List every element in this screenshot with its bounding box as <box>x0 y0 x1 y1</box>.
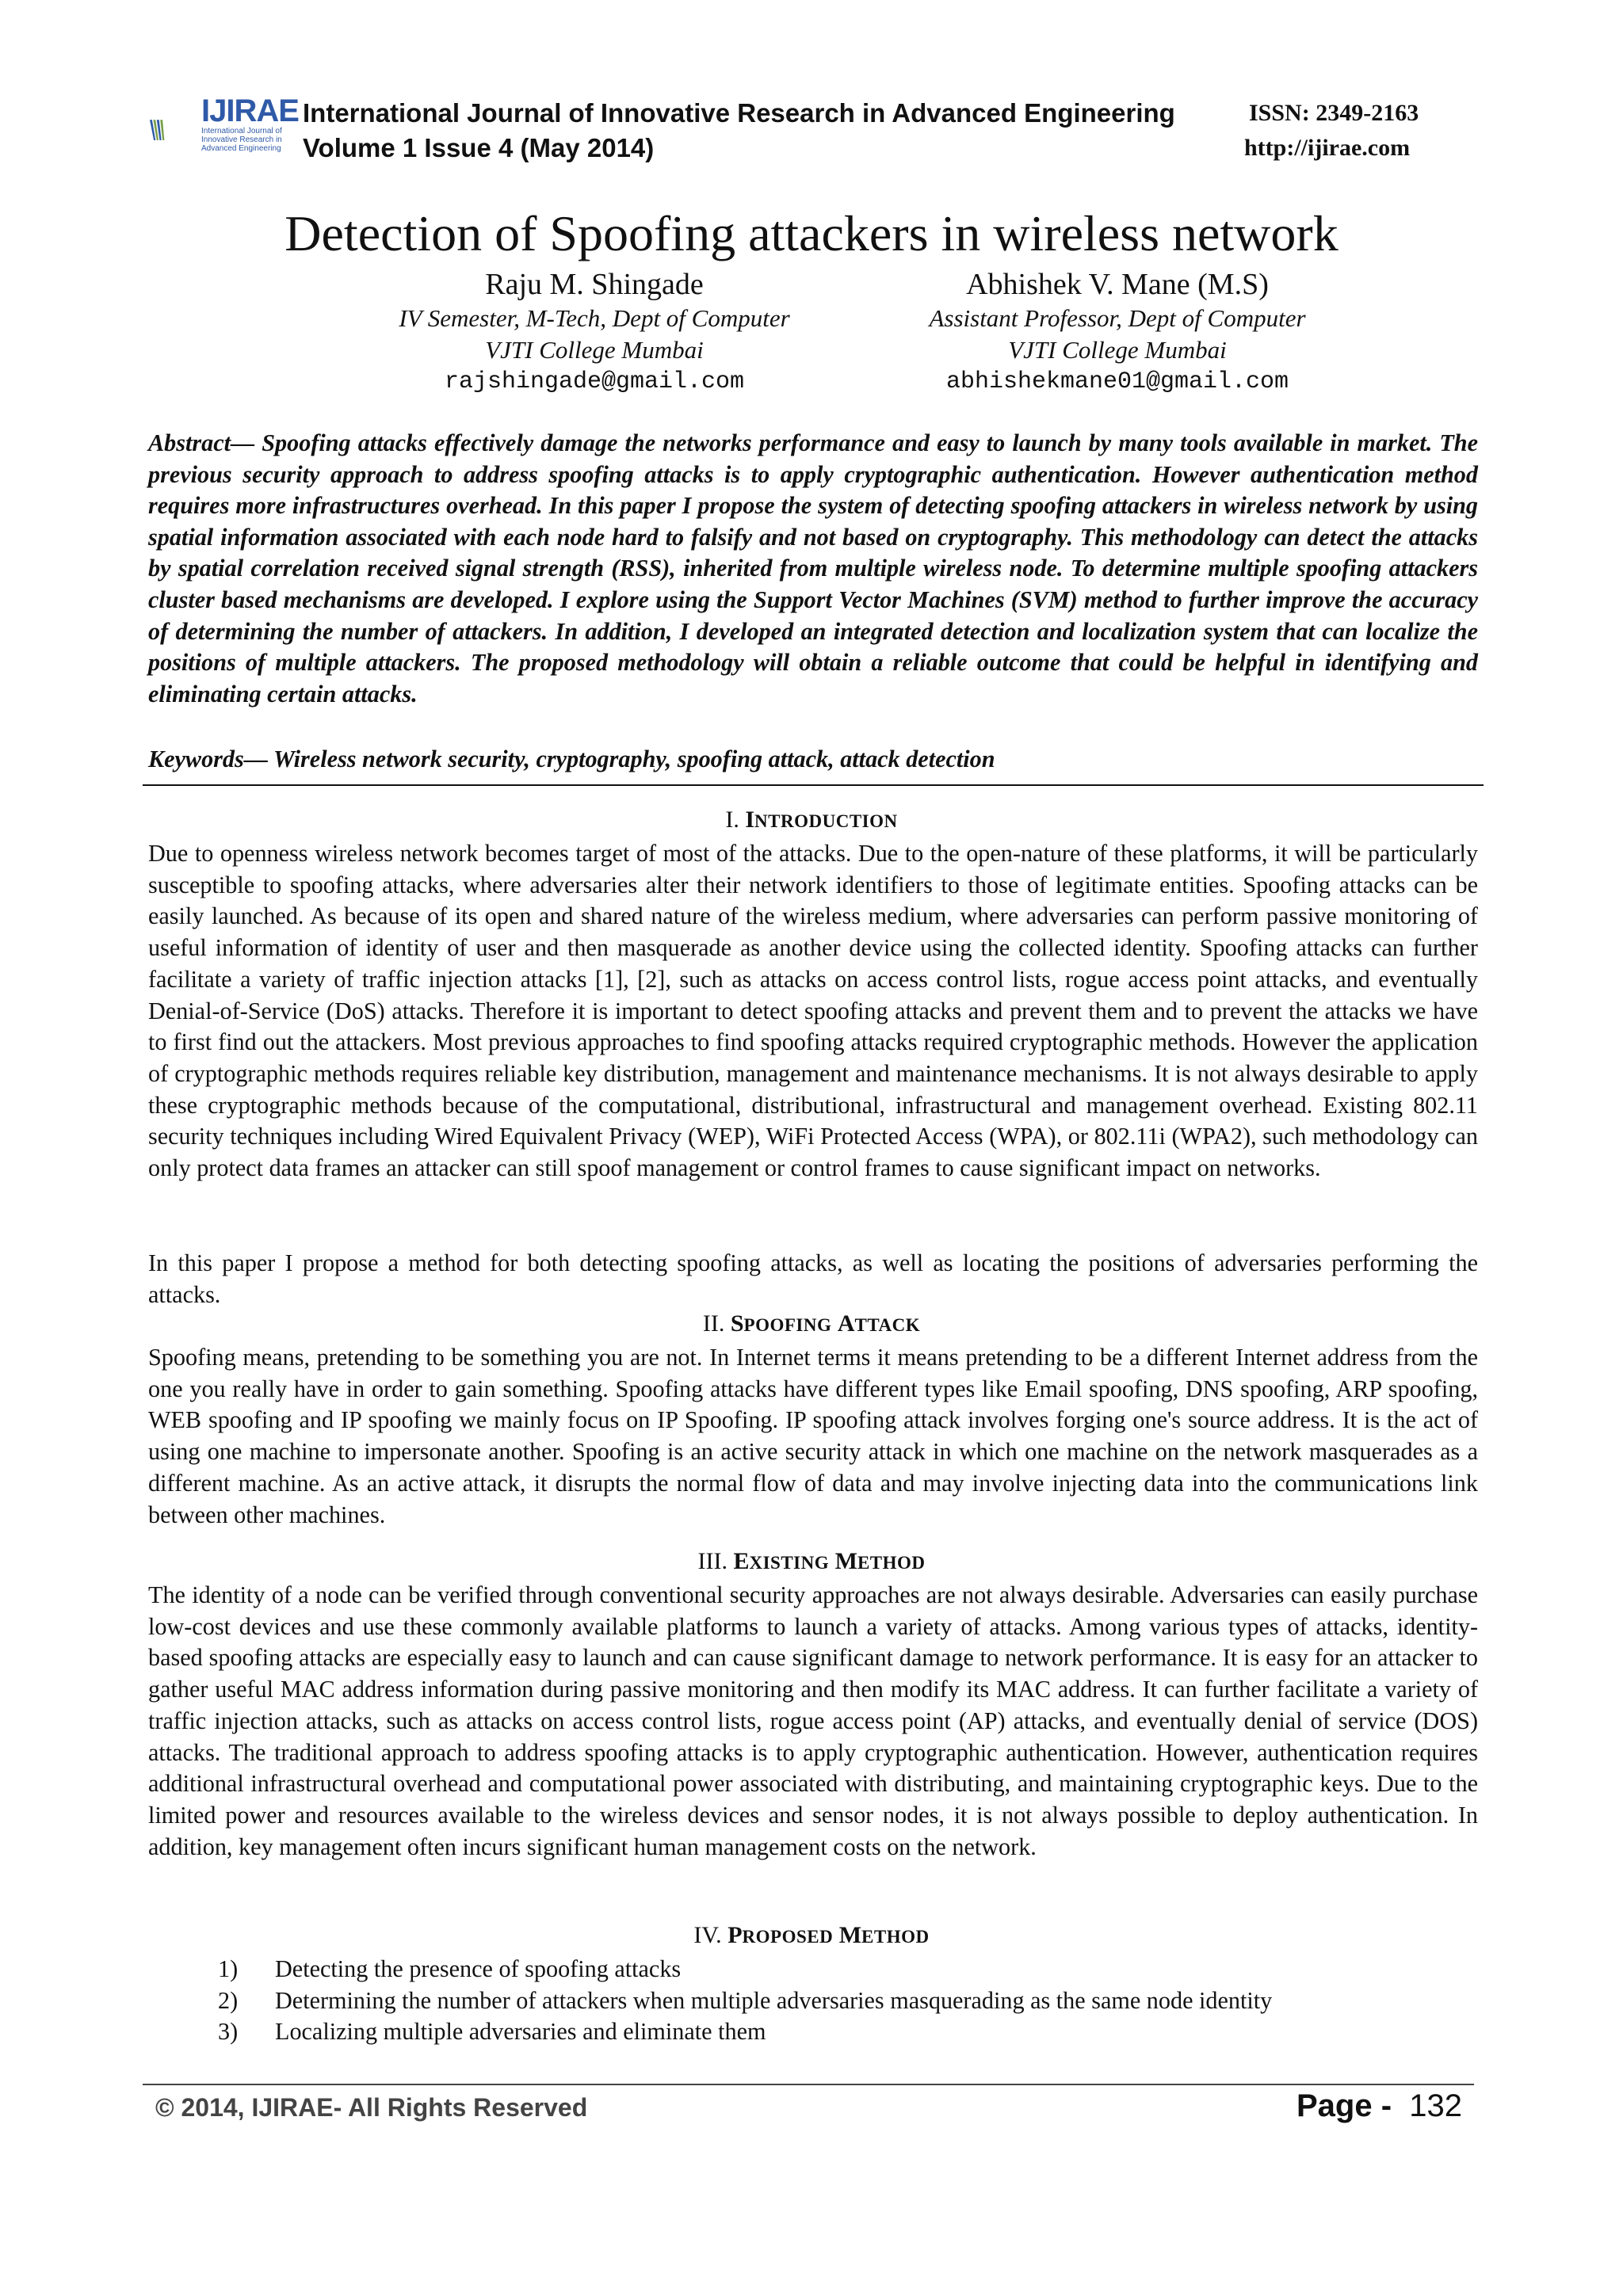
journal-logo-icon <box>147 93 203 170</box>
author-institution: VJTI College Mumbai <box>1008 336 1227 364</box>
paragraph: In this paper I propose a method for both detecting spoofing attacks, as well as locating the positions of adversaries performing the attacks. <box>148 1249 1478 1308</box>
list-item: 2) Determining the number of attackers when multiple adversaries masquerading as the same node identity <box>218 1986 1273 2014</box>
author-block <box>824 266 1411 398</box>
author-email[interactable]: abhishekmane01@gmail.com <box>945 368 1289 395</box>
divider <box>143 784 1484 786</box>
proposed-method-list <box>218 1954 1272 2048</box>
paragraph: Due to openness wireless network becomes target of most of the attacks. Due to the open-nature of these platforms, it will be particularly susceptible to spoofing attacks, where adversaries alter their network identifiers to those of legitimate entities. Spoofing attacks can be easily launched. As because of its open and shared nature of the wireless medium, where adversaries can perform passive monitoring of useful information of identity of user and then masquerade as another device using the collected identity. Spoofing attacks can further facilitate a variety of traffic injection attacks [1], [2], such as attacks on access control lists, rogue access point attacks, and eventually Denial-of-Service (DoS) attacks. Therefore it is important to detect spoofing attacks and prevent them and to prevent the attacks we have to first find out the attackers. Most previous approaches to find spoofing attacks required cryptographic methods. However the application of cryptographic methods requires reliable key distribution, management and maintenance mechanisms. It is not always desirable to apply these cryptographic methods because of the computational, distributional, infrastructural and management overhead. Existing 802.11 security techniques including Wired Equivalent Privacy (WEP), WiFi Protected Access (WPA), or 802.11i (WPA2), such methodology can only protect data frames an attacker can still spoof management or control frames to cause significant impact on networks. <box>148 840 1478 1182</box>
list-item: 3) Localizing multiple adversaries and eliminate them <box>218 2018 766 2046</box>
author-position: IV Semester, M-Tech, Dept of Computer <box>399 304 790 332</box>
paragraph: Spoofing means, pretending to be something you are not. In Internet terms it means pretending to be a different Internet address from the one you really have in order to gain something. Spoofing attacks have different types like Email spoofing, DNS spoofing, ARP spoofing, WEB spoofing and IP spoofing we mainly focus on IP Spoofing. IP spoofing attack involves forging one's source address. It is the act of using one machine to impersonate another. Spoofing is an active security attack in which one machine on the network masquerades as a different machine. As an active attack, it disrupts the normal flow of data and may involve injecting data into the communications link between other machines. <box>148 1344 1478 1528</box>
journal-issn: ISSN: 2349-2163 <box>1249 100 1419 126</box>
section-heading-existing-method: III. EXISTING METHOD <box>697 1548 926 1574</box>
journal-name: International Journal of Innovative Research in Advanced Engineering <box>303 98 1175 128</box>
keywords: Keywords— Wireless network security, cryptography, spoofing attack, attack detection <box>148 746 995 772</box>
abstract: Abstract— Spoofing attacks effectively damage the networks performance and easy to launch by many tools available in market. The previous security approach to address spoofing attacks is to apply cryptographic authentication. However authentication method requires more infrastructures overhead. In this paper I propose the system of detecting spoofing attackers in wireless network by using spatial information associated with each node hard to falsify and not based on cryptography. This methodology can detect the attacks by spatial correlation received signal strength (RSS), inherited from multiple wireless node. To determine multiple spoofing attackers cluster based mechanisms are developed. I explore using the Support Vector Machines (SVM) method to further improve the accuracy of determining the number of attackers. In addition, I developed an integrated detection and localization system that can localize the positions of multiple attackers. The proposed methodology will obtain a reliable outcome that could be helpful in identifying and eliminating certain attacks. <box>148 429 1478 707</box>
journal-url[interactable]: http://ijirae.com <box>1244 135 1411 161</box>
footer-divider <box>143 2084 1474 2085</box>
paragraph: The identity of a node can be verified through conventional security approaches are not always desirable. Adversaries can easily purchase low-cost devices and use these commonly available platforms to launch a variety of attacks. Among various types of attacks, identity-based spoofing attacks are especially easy to launch and can cause significant damage to network performance. It is easy for an attacker to gather useful MAC address information during passive monitoring and then modify its MAC address. It can further facilitate a variety of traffic injection attacks, such as attacks on access control lists, rogue access point (AP) attacks, and eventually denial of service (DOS) attacks. The traditional approach to address spoofing attacks is to apply cryptographic authentication. However, authentication requires additional infrastructural overhead and computational power associated with distributing, and maintaining cryptographic keys. Due to the limited power and resources available to the wireless devices and sensor nodes, it is not always possible to deploy authentication. In addition, key management often incurs significant human management costs on the network. <box>148 1581 1478 1860</box>
journal-volume: Volume 1 Issue 4 (May 2014) <box>303 133 655 162</box>
section-heading-spoofing-attack: II. SPOOFING ATTACK <box>702 1310 921 1337</box>
author-institution: VJTI College Mumbai <box>485 336 704 364</box>
copyright-notice: © 2014, IJIRAE- All Rights Reserved <box>155 2093 588 2122</box>
page-number: Page - 132 <box>1296 2088 1463 2123</box>
author-position: Assistant Professor, Dept of Computer <box>929 304 1306 332</box>
logo-subtext: International Journal of Innovative Research in Advanced Engineering <box>201 127 282 153</box>
list-item: 1) Detecting the presence of spoofing attacks <box>218 1955 682 1982</box>
author-name: Abhishek V. Mane (M.S) <box>966 268 1269 301</box>
author-name: Raju M. Shingade <box>485 268 704 301</box>
author-email[interactable]: rajshingade@gmail.com <box>444 368 745 395</box>
logo-text: IJIRAE <box>201 93 299 128</box>
paper-title: Detection of Spoofing attackers in wireless network <box>285 205 1338 261</box>
author-block <box>301 266 888 398</box>
section-heading-proposed-method: IV. PROPOSED METHOD <box>693 1922 930 1948</box>
section-heading-introduction: I. INTRODUCTION <box>725 807 898 833</box>
